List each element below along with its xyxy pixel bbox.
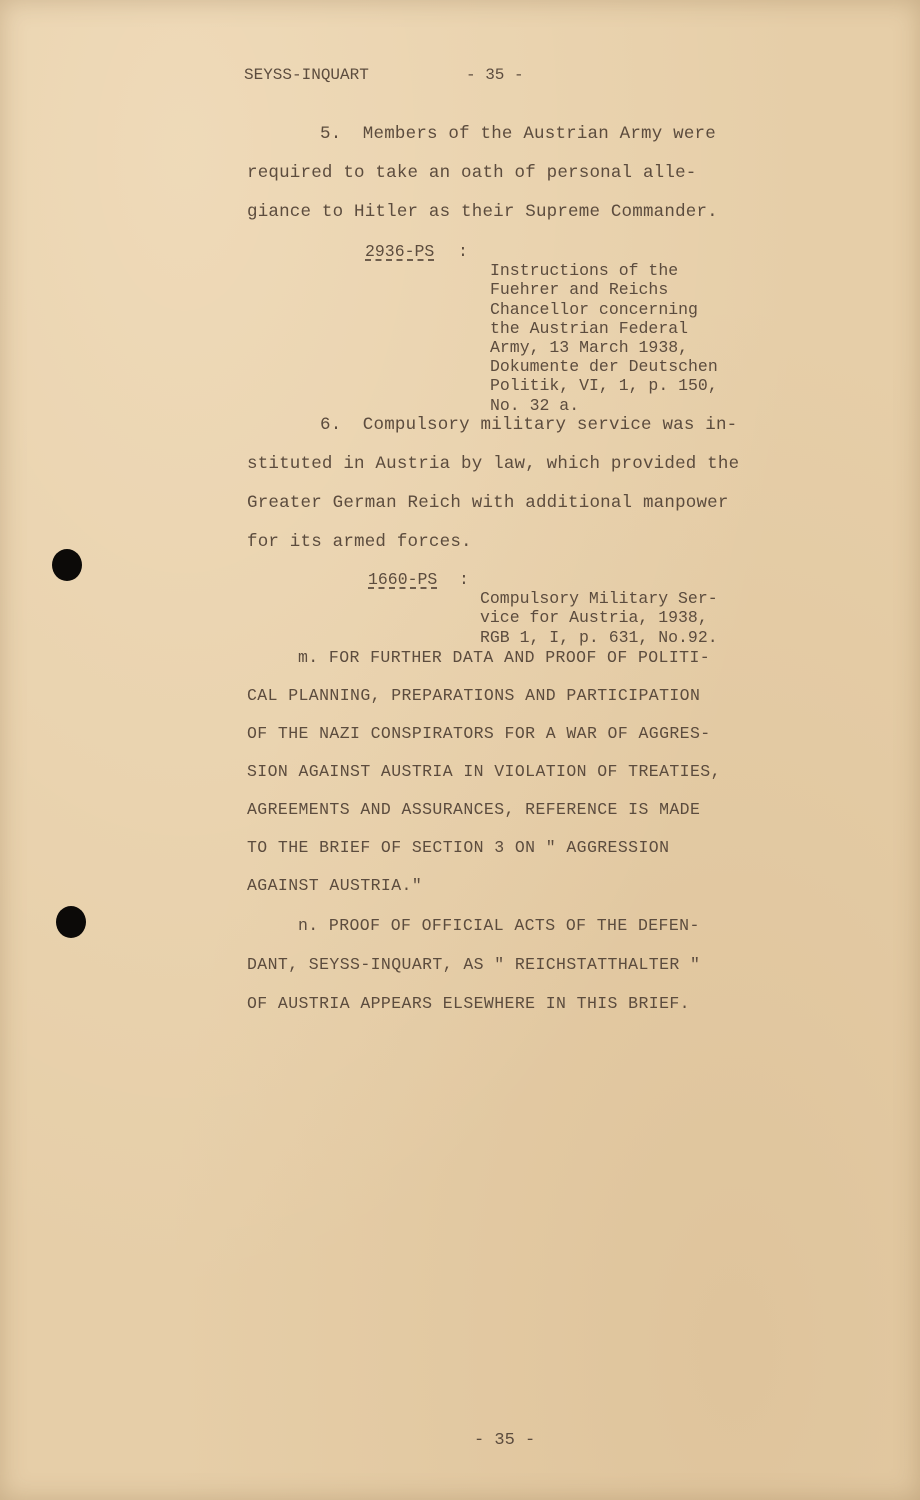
- section-n-line-3: OF AUSTRIA APPEARS ELSEWHERE IN THIS BRIEF.: [247, 994, 690, 1013]
- citation-line: Fuehrer and Reichs: [490, 280, 669, 300]
- section-m-line-4: SION AGAINST AUSTRIA IN VIOLATION OF TREATIES,: [247, 762, 721, 781]
- citation-line: Instructions of the: [490, 261, 679, 281]
- paragraph-5-line-1: 5. Members of the Austrian Army were: [320, 124, 716, 144]
- citation-line: vice for Austria, 1938,: [480, 608, 708, 628]
- citation-line: Army, 13 March 1938,: [490, 338, 689, 358]
- citation-code-2936-ps: 2936-PS: [365, 242, 435, 261]
- section-m-line-1: m. FOR FURTHER DATA AND PROOF OF POLITI-: [298, 648, 711, 667]
- section-m-line-2: CAL PLANNING, PREPARATIONS AND PARTICIPATION: [247, 686, 701, 705]
- citation-code-1660-ps: 1660-PS: [368, 570, 438, 589]
- citation-line: Compulsory Military Ser-: [480, 589, 718, 609]
- paragraph-6-line-2: stituted in Austria by law, which provided the: [247, 454, 740, 474]
- citation-separator: :: [458, 242, 468, 261]
- section-m-line-7: AGAINST AUSTRIA.": [247, 876, 423, 895]
- paragraph-6-line-4: for its armed forces.: [247, 532, 472, 552]
- citation-line: Dokumente der Deutschen: [490, 357, 718, 377]
- citation-line: RGB 1, I, p. 631, No.92.: [480, 627, 718, 647]
- paragraph-5-line-3: giance to Hitler as their Supreme Commander.: [247, 202, 718, 222]
- footer-page-number: - 35 -: [474, 1431, 536, 1450]
- citation-separator: :: [459, 570, 469, 589]
- running-header-name: SEYSS-INQUART: [244, 66, 369, 84]
- citation-text-1660-ps: [480, 570, 718, 647]
- citation-line: the Austrian Federal: [490, 318, 689, 338]
- citation-text-2936-ps: [490, 242, 718, 415]
- punch-hole-upper: [52, 549, 82, 581]
- punch-hole-lower: [56, 906, 86, 938]
- citation-line: Politik, VI, 1, p. 150,: [490, 376, 718, 396]
- paragraph-6-line-3: Greater German Reich with additional manpower: [247, 493, 729, 513]
- section-n-line-2: DANT, SEYSS-INQUART, AS " REICHSTATTHALTER ": [247, 955, 701, 974]
- section-m-line-6: TO THE BRIEF OF SECTION 3 ON " AGGRESSION: [247, 838, 670, 857]
- running-header-page-number: - 35 -: [466, 66, 524, 84]
- section-n-line-1: n. PROOF OF OFFICIAL ACTS OF THE DEFEN-: [298, 916, 700, 935]
- section-m-line-5: AGREEMENTS AND ASSURANCES, REFERENCE IS MADE: [247, 800, 701, 819]
- citation-line: No. 32 a.: [490, 395, 580, 415]
- section-m-line-3: OF THE NAZI CONSPIRATORS FOR A WAR OF AGGRES-: [247, 724, 711, 743]
- paragraph-6-line-1: 6. Compulsory military service was in-: [320, 415, 738, 435]
- paragraph-5-line-2: required to take an oath of personal alle-: [247, 163, 697, 183]
- citation-line: Chancellor concerning: [490, 299, 698, 319]
